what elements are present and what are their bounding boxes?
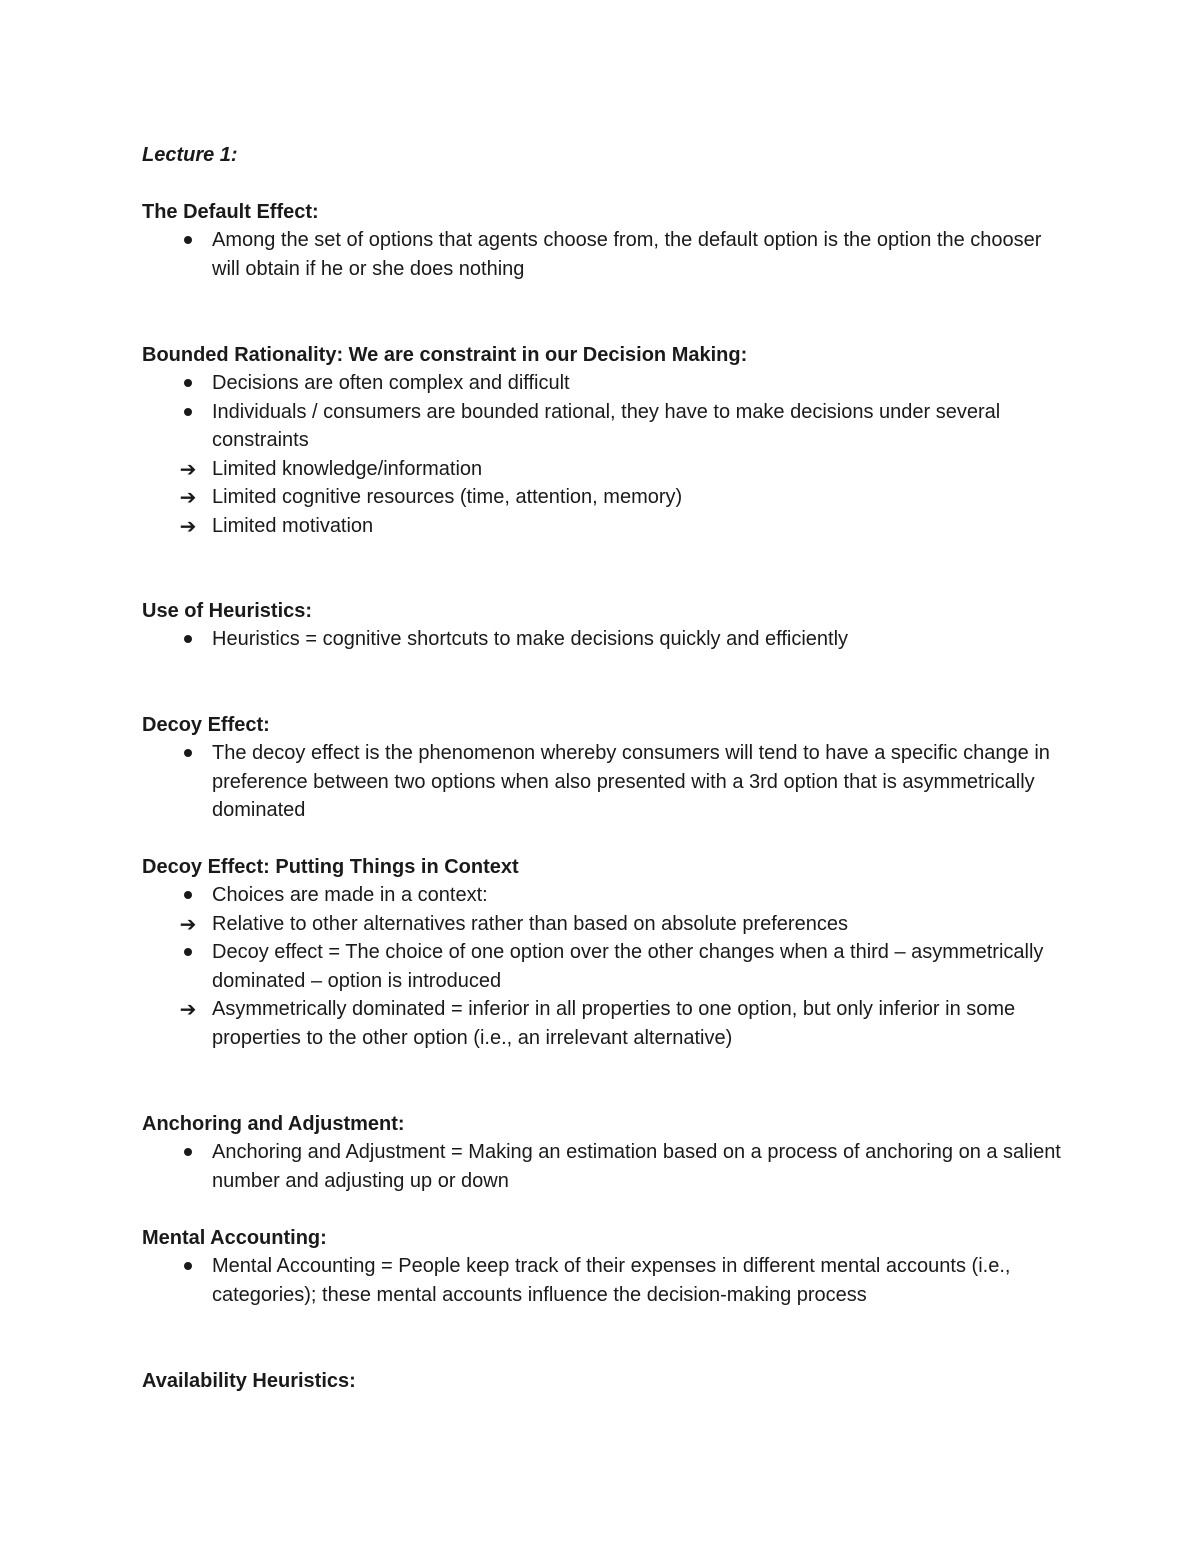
bullet-icon [176, 881, 200, 910]
section-default-effect [142, 198, 1072, 283]
arrow-right-icon: ➔ [179, 485, 197, 510]
section-heading: Bounded Rationality: We are constraint in our Decision Making: [142, 344, 748, 366]
section-heading: Availability Heuristics: [142, 1370, 356, 1392]
list-item [142, 369, 1072, 398]
bullet-icon [176, 625, 200, 654]
bullet-icon [176, 938, 200, 967]
list-item-text: Decoy effect = The choice of one option over the other changes when a third – asymmetrically dominated – option is introduced [212, 941, 1044, 992]
list-item-text: Mental Accounting = People keep track of their expenses in different mental accounts (i.e., categories); these mental accounts influence the decision-making process [212, 1255, 1011, 1306]
list-item [142, 455, 1072, 484]
section-heading: Decoy Effect: Putting Things in Context [142, 856, 519, 878]
list-item-text: Anchoring and Adjustment = Making an estimation based on a process of anchoring on a salient number and adjusting up or down [212, 1141, 1061, 1192]
arrow-right-icon: ➔ [179, 513, 197, 538]
list-item [142, 739, 1072, 825]
list-item [142, 483, 1072, 512]
section-heading: The Default Effect: [142, 201, 319, 223]
list-item-text: Individuals / consumers are bounded rational, they have to make decisions under several constraints [212, 400, 1001, 452]
list-item-text: Asymmetrically dominated = inferior in all properties to one option, but only inferior in some properties to the other option (i.e., an irrelevant alternative) [212, 998, 1016, 1049]
list-item [142, 1138, 1072, 1195]
list-item [142, 938, 1072, 995]
list-item [142, 226, 1072, 283]
arrow-right-icon: ➔ [179, 911, 197, 936]
list-item-text: Relative to other alternatives rather than based on absolute preferences [212, 912, 848, 935]
section-heading: Use of Heuristics: [142, 600, 313, 622]
list-item [142, 625, 1072, 654]
bullet-list [142, 226, 1072, 283]
bullet-list [142, 881, 1072, 1053]
section-availability-heuristics [142, 1367, 1072, 1395]
section-decoy-effect [142, 711, 1072, 825]
section-heading: Anchoring and Adjustment: [142, 1113, 405, 1135]
list-item-text: Decisions are often complex and difficult [212, 372, 570, 394]
section-heading: Mental Accounting: [142, 1227, 327, 1249]
bullet-list [142, 1252, 1072, 1309]
bullet-icon [176, 226, 200, 255]
list-item-text: Limited cognitive resources (time, attention, memory) [212, 486, 683, 509]
section-use-of-heuristics [142, 597, 1072, 654]
bullet-icon [176, 369, 200, 398]
list-item-text: Among the set of options that agents choose from, the default option is the option the chooser will obtain if he or she does nothing [212, 229, 1042, 280]
list-item-text: Choices are made in a context: [212, 884, 488, 906]
lecture-title: Lecture 1: [142, 144, 238, 166]
list-item [142, 881, 1072, 910]
list-item [142, 1252, 1072, 1309]
list-item [142, 995, 1072, 1052]
bullet-icon [176, 739, 200, 768]
list-item-text: The decoy effect is the phenomenon whereby consumers will tend to have a specific change in preference between two options when also presented with a 3rd option that is asymmetrically dominated [212, 742, 1050, 822]
bullet-icon [176, 1138, 200, 1167]
list-item [142, 512, 1072, 541]
bullet-list [142, 369, 1072, 541]
section-anchoring-adjustment [142, 1110, 1072, 1195]
list-item-text: Limited knowledge/information [212, 457, 483, 480]
arrow-right-icon: ➔ [179, 456, 197, 481]
bullet-icon [176, 398, 200, 427]
section-mental-accounting [142, 1224, 1072, 1309]
section-bounded-rationality [142, 341, 1072, 541]
section-heading: Decoy Effect: [142, 714, 270, 736]
list-item-text: Limited motivation [212, 514, 374, 537]
bullet-list [142, 1138, 1072, 1195]
section-decoy-effect-context [142, 853, 1072, 1053]
list-item [142, 910, 1072, 939]
bullet-list [142, 625, 1072, 654]
bullet-icon [176, 1252, 200, 1281]
list-item [142, 398, 1072, 455]
list-item-text: Heuristics = cognitive shortcuts to make decisions quickly and efficiently [212, 628, 849, 650]
bullet-list [142, 739, 1072, 825]
arrow-right-icon: ➔ [179, 997, 197, 1022]
